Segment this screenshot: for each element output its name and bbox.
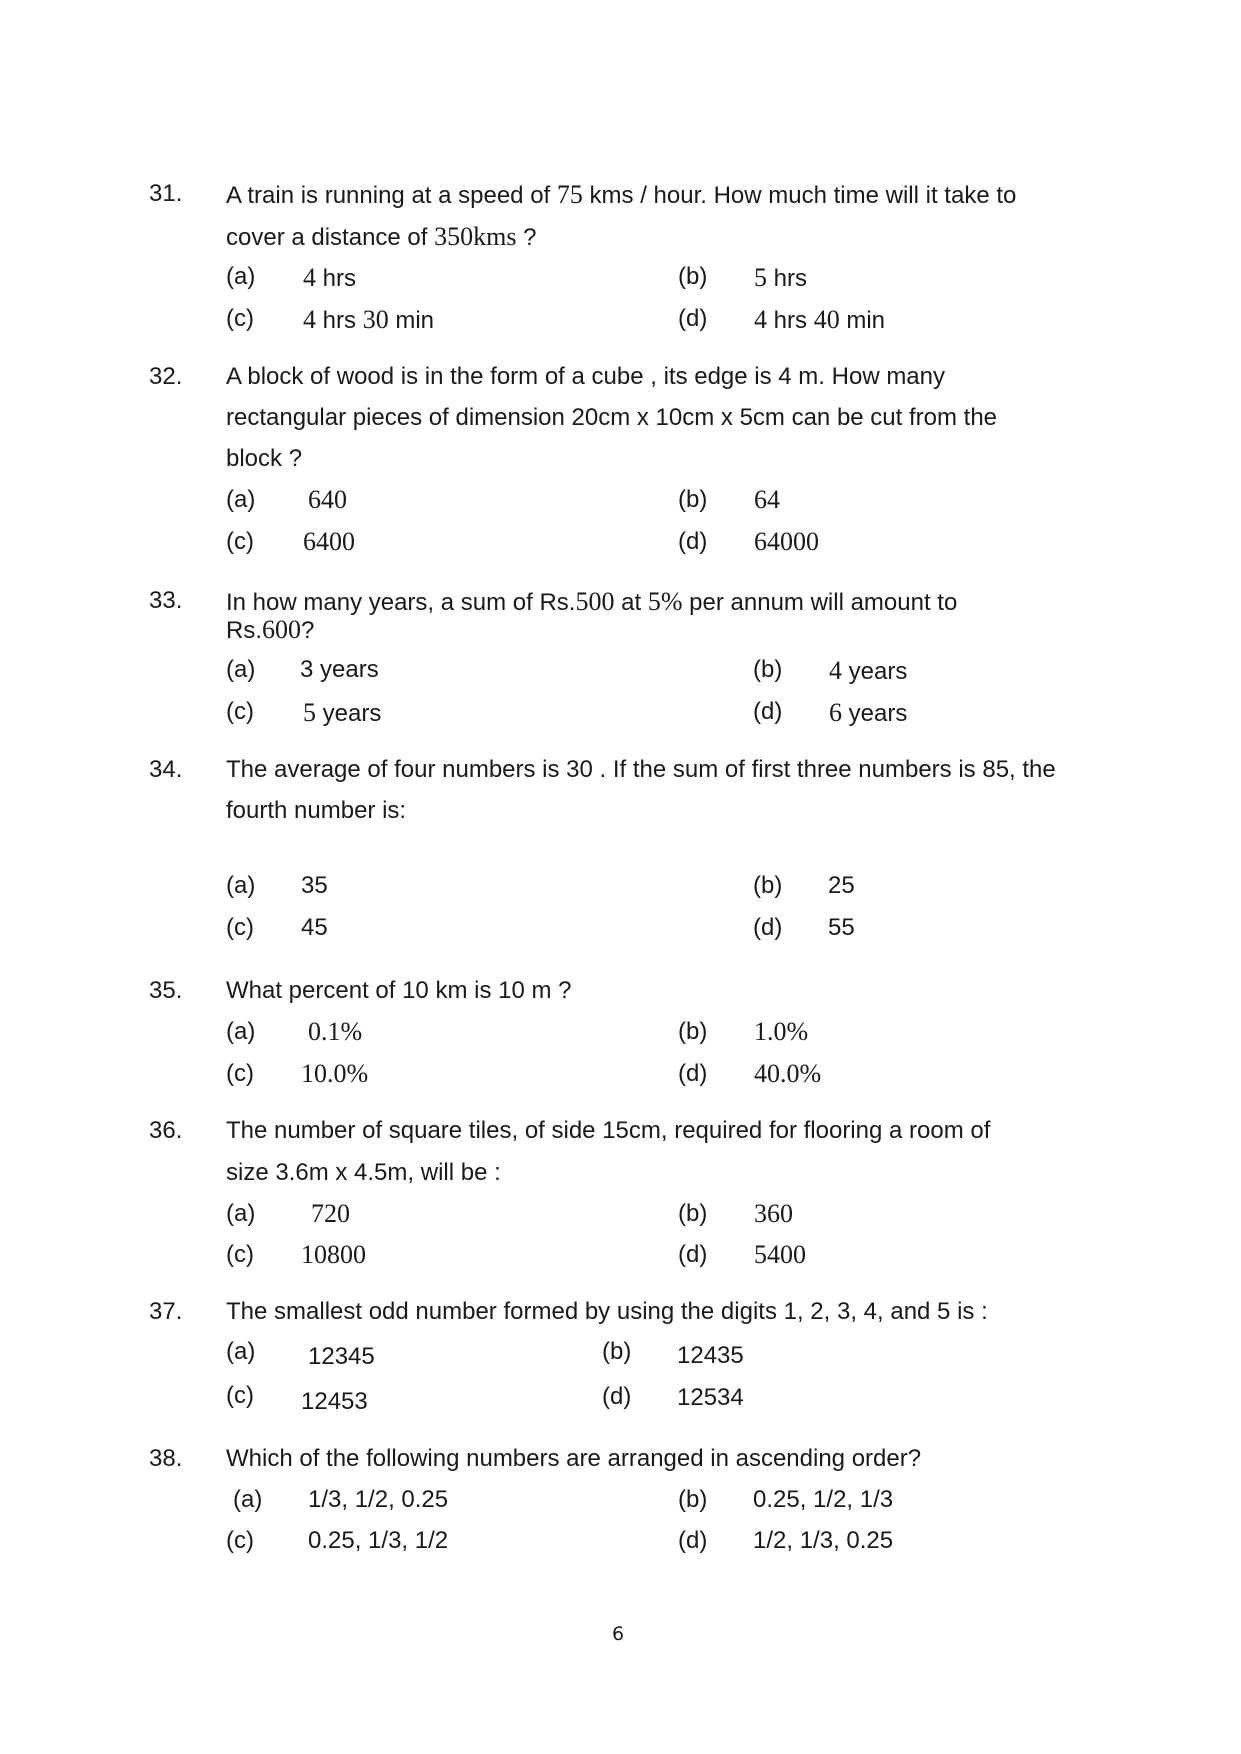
option-text: 6400 [303,527,355,556]
option-label: (c) [226,914,254,941]
question-text-line: rectangular pieces of dimension 20cm x 10cm x 5cm can be cut from the [226,404,998,431]
option-label: (a) [226,263,256,290]
option-text: 0.25, 1/2, 1/3 [753,1486,894,1513]
option-text: 1/2, 1/3, 0.25 [753,1527,894,1554]
option-label: (c) [226,1527,254,1554]
page-number: 6 [612,1623,625,1645]
option-label: (d) [678,1241,708,1268]
question-text-line: Rs.600? [226,615,315,644]
option-label: (b) [678,486,708,513]
option-text: 12345 [308,1343,375,1370]
option-label: (b) [602,1338,632,1365]
option-label: (c) [226,1382,254,1409]
question-text-line: block ? [226,445,303,472]
question-number: 33. [149,587,183,614]
option-text: 12435 [677,1342,744,1369]
option-text: 6 years [829,698,908,727]
option-label: (c) [226,305,254,332]
option-text: 12534 [677,1384,744,1411]
option-label: (c) [226,1060,254,1087]
option-text: 5 hrs [754,263,808,292]
option-text: 0.25, 1/3, 1/2 [308,1527,449,1554]
option-label: (a) [226,1200,256,1227]
option-text: 45 [301,914,328,941]
option-text: 5 years [303,698,382,727]
option-label: (d) [678,528,708,555]
option-label: (d) [753,698,783,725]
question-text-line: The number of square tiles, of side 15cm, required for flooring a room of [226,1117,991,1144]
option-text: 720 [311,1199,350,1228]
option-text: 0.1% [308,1017,363,1046]
question-text-line: fourth number is: [226,797,407,824]
option-label: (b) [678,1486,708,1513]
question-number: 35. [149,977,183,1004]
option-label: (b) [678,1200,708,1227]
option-text: 64000 [754,527,819,556]
question-number: 31. [149,180,183,207]
option-text: 25 [828,872,855,899]
option-text: 640 [308,485,347,514]
question-number: 38. [149,1445,183,1472]
question-text-line: What percent of 10 km is 10 m ? [226,977,572,1004]
question-text-line: A train is running at a speed of 75 kms / hour. How much time will it take to [226,180,1017,209]
question-text-line: size 3.6m x 4.5m, will be : [226,1159,501,1186]
option-text: 5400 [754,1240,806,1269]
option-label: (d) [678,305,708,332]
question-number: 34. [149,756,183,783]
option-label: (d) [678,1527,708,1554]
question-text-line: The smallest odd number formed by using the digits 1, 2, 3, 4, and 5 is : [226,1298,988,1325]
option-text: 3 years [300,656,379,683]
question-number: 37. [149,1298,183,1325]
question-number: 32. [149,363,183,390]
option-text: 1/3, 1/2, 0.25 [308,1486,449,1513]
option-label: (a) [226,1338,256,1365]
option-label: (b) [753,872,783,899]
option-label: (b) [753,656,783,683]
option-text: 4 hrs 30 min [303,305,435,334]
option-label: (a) [233,1486,263,1513]
option-text: 4 years [829,656,908,685]
question-text-line: Which of the following numbers are arranged in ascending order? [226,1445,922,1472]
option-label: (b) [678,1018,708,1045]
option-text: 4 hrs 40 min [754,305,886,334]
option-text: 40.0% [754,1059,822,1088]
question-text-line: The average of four numbers is 30 . If the sum of first three numbers is 85, the [226,756,1056,783]
option-label: (a) [226,1018,256,1045]
question-text-line: A block of wood is in the form of a cube , its edge is 4 m. How many [226,363,946,390]
option-label: (a) [226,486,256,513]
option-label: (b) [678,263,708,290]
option-label: (a) [226,872,256,899]
option-label: (c) [226,698,254,725]
option-text: 10800 [301,1240,366,1269]
option-label: (c) [226,1241,254,1268]
option-text: 55 [828,914,855,941]
question-text-line: In how many years, a sum of Rs.500 at 5% per annum will amount to [226,587,958,616]
option-label: (d) [602,1383,632,1410]
option-text: 1.0% [754,1017,809,1046]
option-label: (d) [678,1060,708,1087]
option-text: 35 [301,872,328,899]
option-text: 10.0% [301,1059,369,1088]
option-text: 4 hrs [303,263,357,292]
option-text: 64 [754,485,780,514]
option-text: 12453 [301,1388,368,1415]
question-text-line: cover a distance of 350kms ? [226,222,537,251]
option-text: 360 [754,1199,793,1228]
option-label: (d) [753,914,783,941]
option-label: (a) [226,656,256,683]
option-label: (c) [226,528,254,555]
question-number: 36. [149,1117,183,1144]
